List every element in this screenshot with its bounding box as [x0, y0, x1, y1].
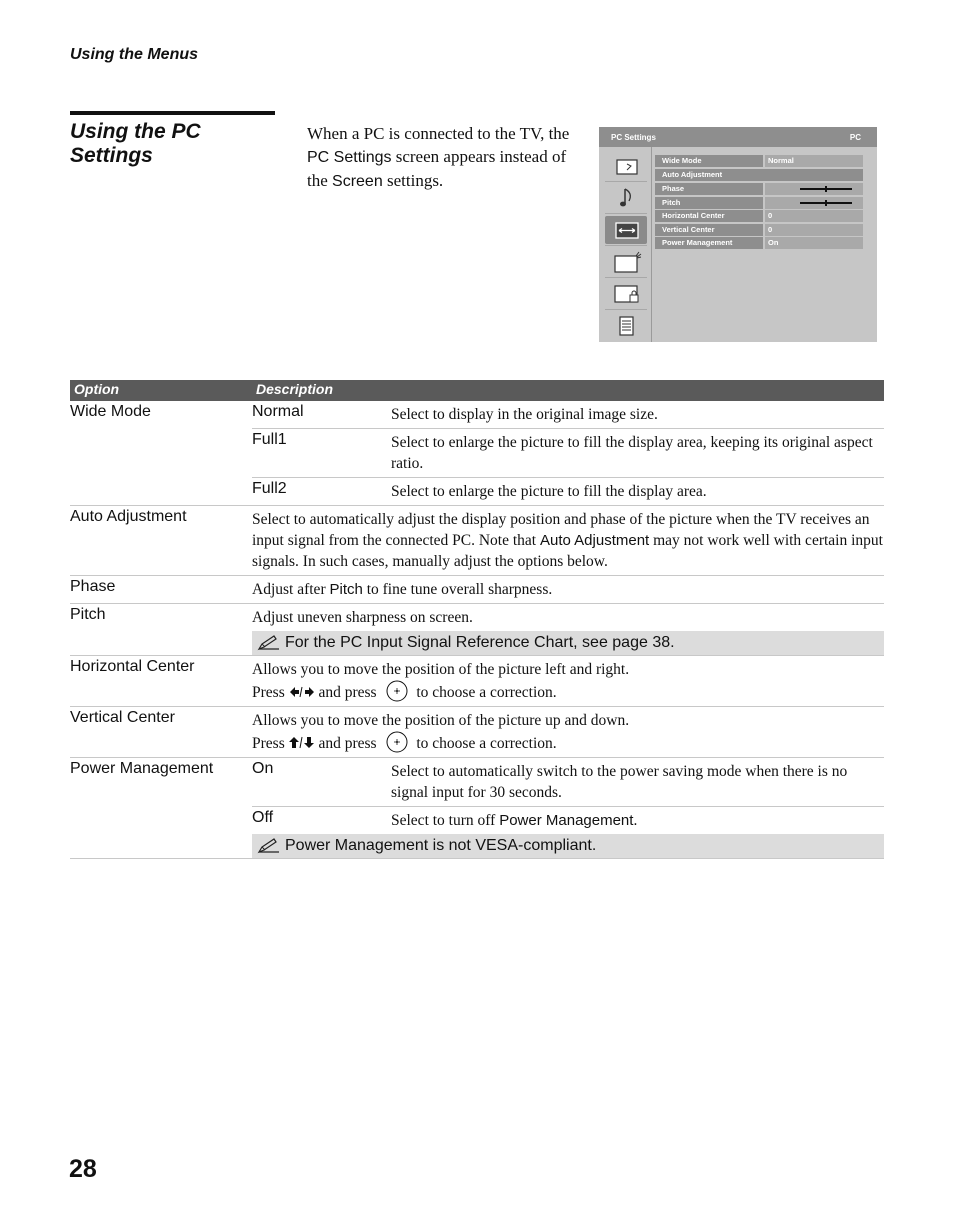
intro-text-1: When a PC is connected to the TV, the	[307, 124, 570, 143]
table-header	[70, 380, 884, 401]
option-desc: Adjust uneven sharpness on screen.	[252, 609, 473, 626]
osd-slider-phase	[800, 188, 852, 190]
setup-icon	[605, 312, 647, 340]
sub-option-name: Off	[252, 809, 274, 826]
sub-option-full2	[252, 478, 884, 505]
sub-option-desc: Select to enlarge the picture to fill the display area, keeping its original aspect ratio.	[391, 434, 873, 472]
option-name: Power Management	[70, 760, 214, 777]
sub-option-name: Normal	[252, 403, 304, 420]
osd-row-wide-mode	[655, 155, 863, 167]
sub-option-desc: Select to enlarge the picture to fill the display area.	[391, 483, 707, 500]
desc-text: Allows you to move the position of the picture up and down.	[252, 712, 630, 729]
sub-option-full1	[252, 429, 884, 478]
osd-row-label: Auto Adjustment	[662, 170, 723, 179]
intro-ui-pc-settings: PC Settings	[307, 149, 392, 166]
osd-row-value: 0	[768, 211, 773, 220]
title-rule	[70, 111, 275, 115]
table-row-phase	[70, 576, 884, 604]
desc-text: Adjust after	[252, 581, 326, 598]
osd-row-value: 0	[768, 225, 773, 234]
intro-text-2: screen appears instead of the	[307, 147, 567, 190]
options-table	[70, 380, 884, 859]
option-name: Auto Adjustment	[70, 508, 187, 525]
option-desc	[252, 656, 884, 706]
desc-text: Press	[252, 684, 285, 701]
option-name: Phase	[70, 578, 116, 595]
osd-row-horizontal-center	[655, 210, 863, 222]
desc-text: to fine tune overall sharpness.	[366, 581, 553, 598]
desc-text: Press	[252, 735, 285, 752]
osd-separator	[605, 309, 647, 310]
desc-ui-term: Pitch	[329, 581, 363, 598]
sub-option-name: Full2	[252, 480, 287, 497]
option-name: Horizontal Center	[70, 658, 195, 675]
desc-text: .	[633, 812, 638, 829]
note-text: For the PC Input Signal Reference Chart, see page 38.	[285, 634, 675, 651]
table-row-wide-mode	[70, 401, 884, 506]
osd-separator	[605, 181, 647, 182]
osd-title-bar	[599, 127, 877, 147]
parental-lock-icon	[605, 280, 647, 308]
osd-row-pitch	[655, 197, 863, 209]
table-row-auto-adjustment	[70, 506, 884, 576]
desc-text: and press	[318, 684, 377, 701]
desc-text: to choose a correction.	[416, 684, 557, 701]
sub-option-name: Full1	[252, 431, 287, 448]
picture-icon	[605, 152, 647, 180]
osd-row-power-management	[655, 237, 863, 249]
osd-separator	[605, 245, 647, 246]
osd-row-vertical-center	[655, 224, 863, 236]
sub-option-desc	[391, 807, 884, 834]
note-pencil-icon	[256, 634, 282, 652]
osd-separator	[605, 213, 647, 214]
osd-sidebar	[599, 147, 652, 342]
table-row-power-management	[70, 758, 884, 859]
note-box	[252, 631, 884, 655]
sound-icon	[605, 184, 647, 212]
note-box	[252, 834, 884, 858]
sub-option-off	[252, 807, 884, 834]
osd-row-phase	[655, 183, 863, 195]
sub-option-desc: Select to display in the original image size.	[391, 406, 658, 423]
up-down-arrow-icon	[289, 736, 315, 749]
desc-text: Allows you to move the position of the picture left and right.	[252, 661, 630, 678]
column-header-description: Description	[256, 381, 334, 397]
osd-row-label: Phase	[662, 184, 685, 193]
table-row-horizontal-center	[70, 656, 884, 707]
osd-title: PC Settings	[611, 133, 656, 142]
column-header-option: Option	[74, 381, 120, 397]
intro-text-3: settings.	[386, 171, 444, 190]
option-name: Wide Mode	[70, 403, 151, 420]
intro-ui-screen: Screen	[332, 173, 383, 190]
desc-text: Select to automatically adjust the display position and phase of the picture when the TV receives an input signal from the connected PC. Note that	[252, 511, 870, 549]
note-pencil-icon	[256, 837, 282, 855]
osd-input-label: PC	[849, 133, 861, 142]
osd-row-label: Vertical Center	[662, 225, 715, 234]
option-desc	[252, 576, 884, 603]
osd-row-label: Pitch	[662, 198, 681, 207]
channel-icon	[605, 248, 647, 276]
desc-ui-term: Auto Adjustment	[539, 532, 650, 549]
osd-separator	[605, 277, 647, 278]
page-number: 28	[69, 1155, 97, 1183]
osd-row-label: Horizontal Center	[662, 211, 725, 220]
osd-slider-pitch	[800, 202, 852, 204]
left-right-arrow-icon	[289, 686, 315, 698]
option-desc	[252, 707, 884, 757]
screen-icon	[605, 216, 647, 244]
desc-text: and press	[318, 735, 377, 752]
osd-row-label: Wide Mode	[662, 156, 702, 165]
osd-row-label: Power Management	[662, 238, 733, 247]
sub-option-name: On	[252, 760, 274, 777]
pc-settings-osd	[599, 127, 877, 342]
table-row-vertical-center	[70, 707, 884, 758]
sub-option-on	[252, 758, 884, 807]
desc-text: Select to turn off	[391, 812, 496, 829]
option-name: Vertical Center	[70, 709, 175, 726]
desc-text: may not work well with certain input signals. In such cases, manually adjust the options below.	[252, 532, 883, 570]
intro-paragraph	[307, 122, 582, 193]
desc-ui-term: Power Management	[499, 812, 634, 829]
option-name: Pitch	[70, 606, 106, 623]
section-title: Using the PC Settings	[70, 120, 201, 167]
table-row-pitch	[70, 604, 884, 656]
osd-row-auto-adjustment	[655, 169, 863, 181]
note-text: Power Management is not VESA-compliant.	[285, 837, 597, 854]
sub-option-desc: Select to automatically switch to the power saving mode when there is no signal input for 30 seconds.	[391, 763, 848, 801]
desc-text: to choose a correction.	[416, 735, 557, 752]
osd-row-value: On	[768, 238, 779, 247]
osd-row-value: Normal	[768, 156, 794, 165]
joystick-button-icon	[386, 731, 408, 753]
running-head: Using the Menus	[70, 46, 199, 63]
option-desc	[252, 506, 884, 575]
joystick-button-icon	[386, 680, 408, 702]
sub-option-normal	[252, 401, 884, 429]
